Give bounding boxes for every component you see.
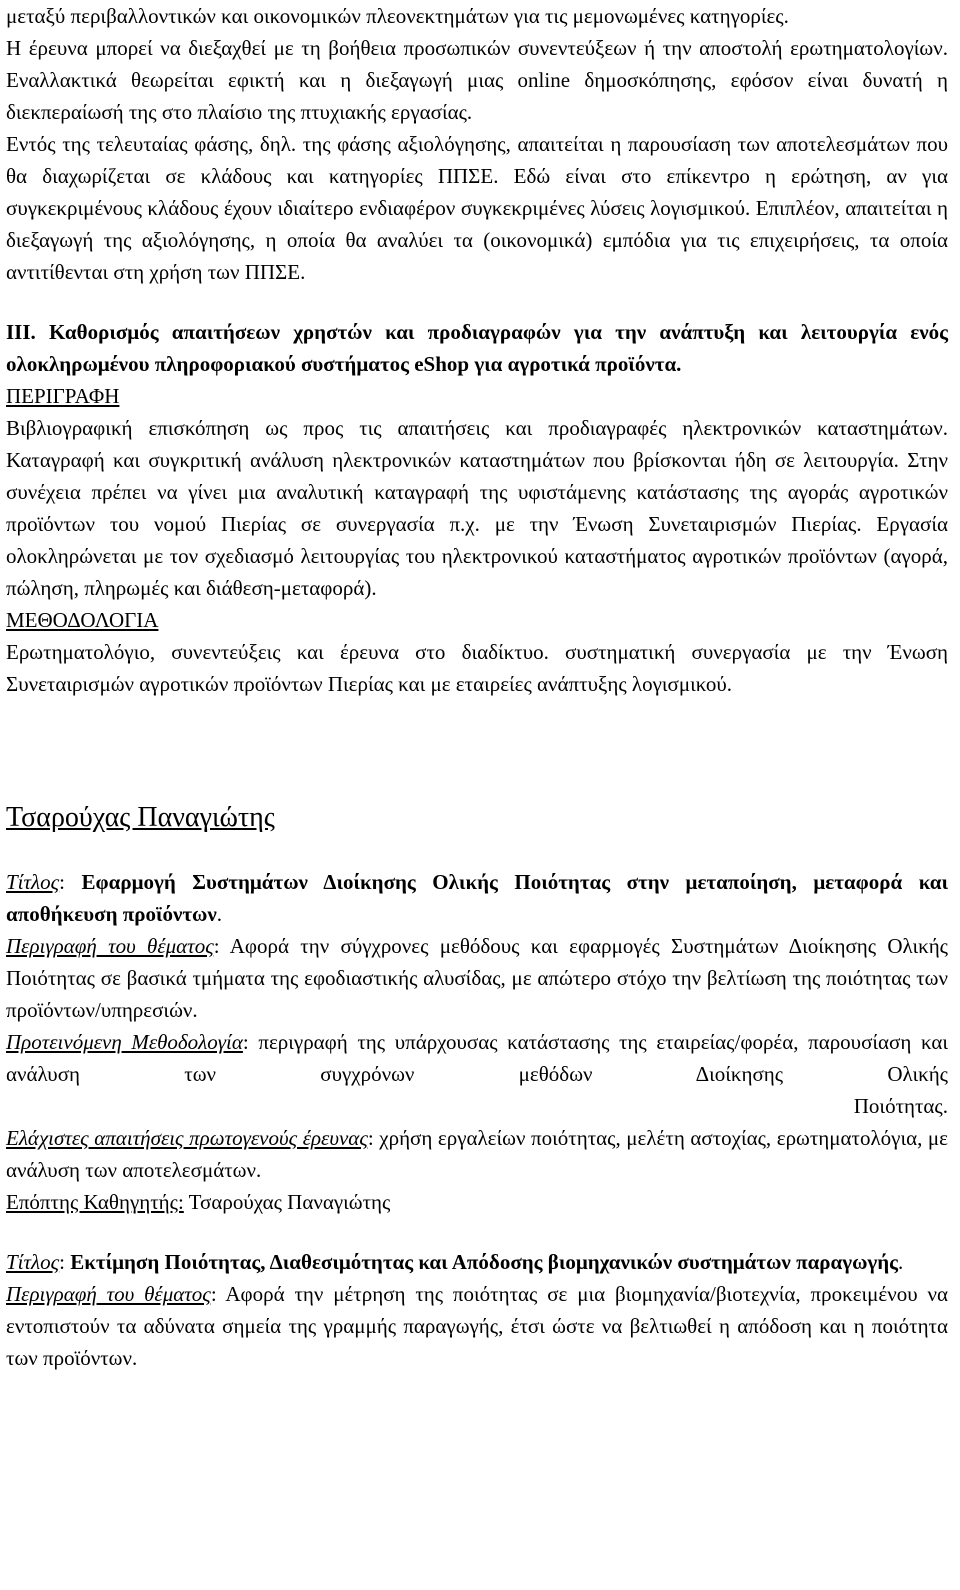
title-text: Εκτίμηση Ποιότητας, Διαθεσιμότητας και Απόδοσης βιομηχανικών συστημάτων παραγωγής [70, 1250, 899, 1274]
paragraph: Εντός της τελευταίας φάσης, δηλ. της φάσης αξιολόγησης, απαιτείται η παρουσίαση των αποτελεσμάτων που θα διαχωρίζεται σε κλάδους και κατηγορίες ΠΠΣΕ. Εδώ είναι στο επίκεντρο η ερώτηση, αν για συγκεκριμένους κλάδους έχουν ιδιαίτερο ενδιαφέρον συγκεκριμένες λύσεις λογισμικού. Επιπλέον, απαιτείται η διεξαγωγή της αξιολόγησης, η οποία θα αναλύει τα (οικονομικά) εμπόδια για τις επιχειρήσεις, τα οποία αντιτίθενται στη χρήση των ΠΠΣΕ. [6, 132, 948, 284]
author-heading: Τσαρούχας Παναγιώτης [6, 802, 275, 833]
methodology-text: Ερωτηματολόγιο, συνεντεύξεις και έρευνα στο διαδίκτυο. συστηματική συνεργασία με την Ένωση Συνεταιρισμών αγροτικών προϊόντων Πιερίας και με εταιρείες ανάπτυξης λογισμικού. [6, 640, 948, 696]
paragraph: Η έρευνα μπορεί να διεξαχθεί με τη βοήθεια προσωπικών συνεντεύξεων ή την αποστολή ερωτηματολογίων. Εναλλακτικά θεωρείται εφικτή και η διεξαγωγή μιας online δημοσκόπησης, εφόσον είναι δυνατή η διεκπεραίωσή της στο πλαίσιο της πτυχιακής εργασίας. [6, 36, 948, 124]
description-label: ΠΕΡΙΓΡΑΦΗ [6, 384, 120, 408]
requirements-label: Ελάχιστες απαιτήσεις πρωτογενούς έρευνας [6, 1126, 368, 1150]
paragraph: μεταξύ περιβαλλοντικών και οικονομικών πλεονεκτημάτων για τις μεμονωμένες κατηγορίες. [6, 4, 789, 28]
title-label: Τίτλος [6, 870, 60, 894]
supervisor-label: Επόπτης Καθηγητής: [6, 1190, 184, 1214]
methodology-label: Προτεινόμενη Μεθοδολογία [6, 1030, 243, 1054]
methodology-text: περιγραφή της υπάρχουσας κατάστασης της εταιρείας/φορέα, παρουσίαση και ανάλυση των συγχρόνων μεθόδων Διοίκησης Ολικής [6, 1030, 948, 1086]
topic-description: Περιγραφή του θέματος: Αφορά την σύγχρονες μεθόδους και εφαρμογές Συστημάτων Διοίκησης Ολικής Ποιότητας σε βασικά τμήματα της εφοδιαστικής αλυσίδας, με απώτερο στόχο την βελτίωση της ποιότητας των προϊόντων/υπηρεσιών. [6, 934, 948, 1022]
topic-description: Περιγραφή του θέματος: Αφορά την μέτρηση της ποιότητας σε μια βιομηχανία/βιοτεχνία, προκειμένου να εντοπιστούν τα αδύνατα σημεία της γραμμής παραγωγής, έτσι ώστε να βελτιωθεί η απόδοση και η ποιότητα των προϊόντων. [6, 1282, 948, 1370]
description-text: Αφορά την σύγχρονες μεθόδους και εφαρμογές Συστημάτων Διοίκησης Ολικής Ποιότητας σε βασικά τμήματα της εφοδιαστικής αλυσίδας, με απώτερο στόχο την βελτίωση της ποιότητας των προϊόντων/υπηρεσιών. [6, 934, 948, 1022]
topic-supervisor [6, 1186, 948, 1218]
topic-requirements: Ελάχιστες απαιτήσεις πρωτογενούς έρευνας: χρήση εργαλείων ποιότητας, μελέτη αστοχίας, ερωτηματολόγια, με ανάλυση των αποτελεσμάτων. [6, 1126, 949, 1182]
supervisor-name: Τσαρούχας Παναγιώτης [188, 1190, 391, 1214]
description-text: Αφορά την μέτρηση της ποιότητας σε μια βιομηχανία/βιοτεχνία, προκειμένου να εντοπιστούν τα αδύνατα σημεία της γραμμής παραγωγής, έτσι ώστε να βελτιωθεί η απόδοση και η ποιότητα των προϊόντων. [6, 1282, 948, 1370]
title-text: Εφαρμογή Συστημάτων Διοίκησης Ολικής Ποιότητας στην μεταποίηση, μεταφορά και αποθήκευση προϊόντων [6, 870, 949, 926]
description-text: Βιβλιογραφική επισκόπηση ως προς τις απαιτήσεις και προδιαγραφές ηλεκτρονικών καταστημάτων. Καταγραφή και συγκριτική ανάλυση ηλεκτρονικών καταστημάτων που βρίσκονται ήδη σε λειτουργία. Στην συνέχεια πρέπει να γίνει μια αναλυτική καταγραφή της υφιστάμενης κατάστασης της αγοράς αγροτικών προϊόντων του νομού Πιερίας σε συνεργασία π.χ. με την Ένωση Συνεταιρισμών Πιερίας. Εργασία ολοκληρώνεται με τον σχεδιασμό λειτουργίας του ηλεκτρονικού καταστήματος αγροτικών προϊόντων (αγορά, πώληση, πληρωμές και διάθεση-μεταφορά). [6, 416, 948, 600]
title-label: Τίτλος [6, 1250, 60, 1274]
requirements-text: χρήση εργαλείων ποιότητας, μελέτη αστοχίας, ερωτηματολόγια, με ανάλυση των αποτελεσμάτων. [6, 1126, 949, 1182]
description-label: Περιγραφή του θέματος [6, 1282, 211, 1306]
methodology-label: ΜΕΘΟΔΟΛΟΓΙΑ [6, 608, 159, 632]
section-heading: ΙΙΙ. Καθορισμός απαιτήσεων χρηστών και προδιαγραφών για την ανάπτυξη και λειτουργία ενός ολοκληρωμένου πληροφοριακού συστήματος eShop για αγροτικά προϊόντα. [6, 320, 948, 376]
topic-methodology: Προτεινόμενη Μεθοδολογία: περιγραφή της υπάρχουσας κατάστασης της εταιρείας/φορέα, παρουσίαση και ανάλυση των συγχρόνων μεθόδων Διοίκησης Ολικής [6, 1030, 948, 1086]
topic-title: Τίτλος: Εφαρμογή Συστημάτων Διοίκησης Ολικής Ποιότητας στην μεταποίηση, μεταφορά και αποθήκευση προϊόντων. [6, 870, 949, 926]
topic-methodology-end: Ποιότητας. [853, 1094, 948, 1118]
description-label: Περιγραφή του θέματος [6, 934, 214, 958]
topic-title: Τίτλος: Εκτίμηση Ποιότητας, Διαθεσιμότητας και Απόδοσης βιομηχανικών συστημάτων παραγωγής. [6, 1250, 904, 1274]
